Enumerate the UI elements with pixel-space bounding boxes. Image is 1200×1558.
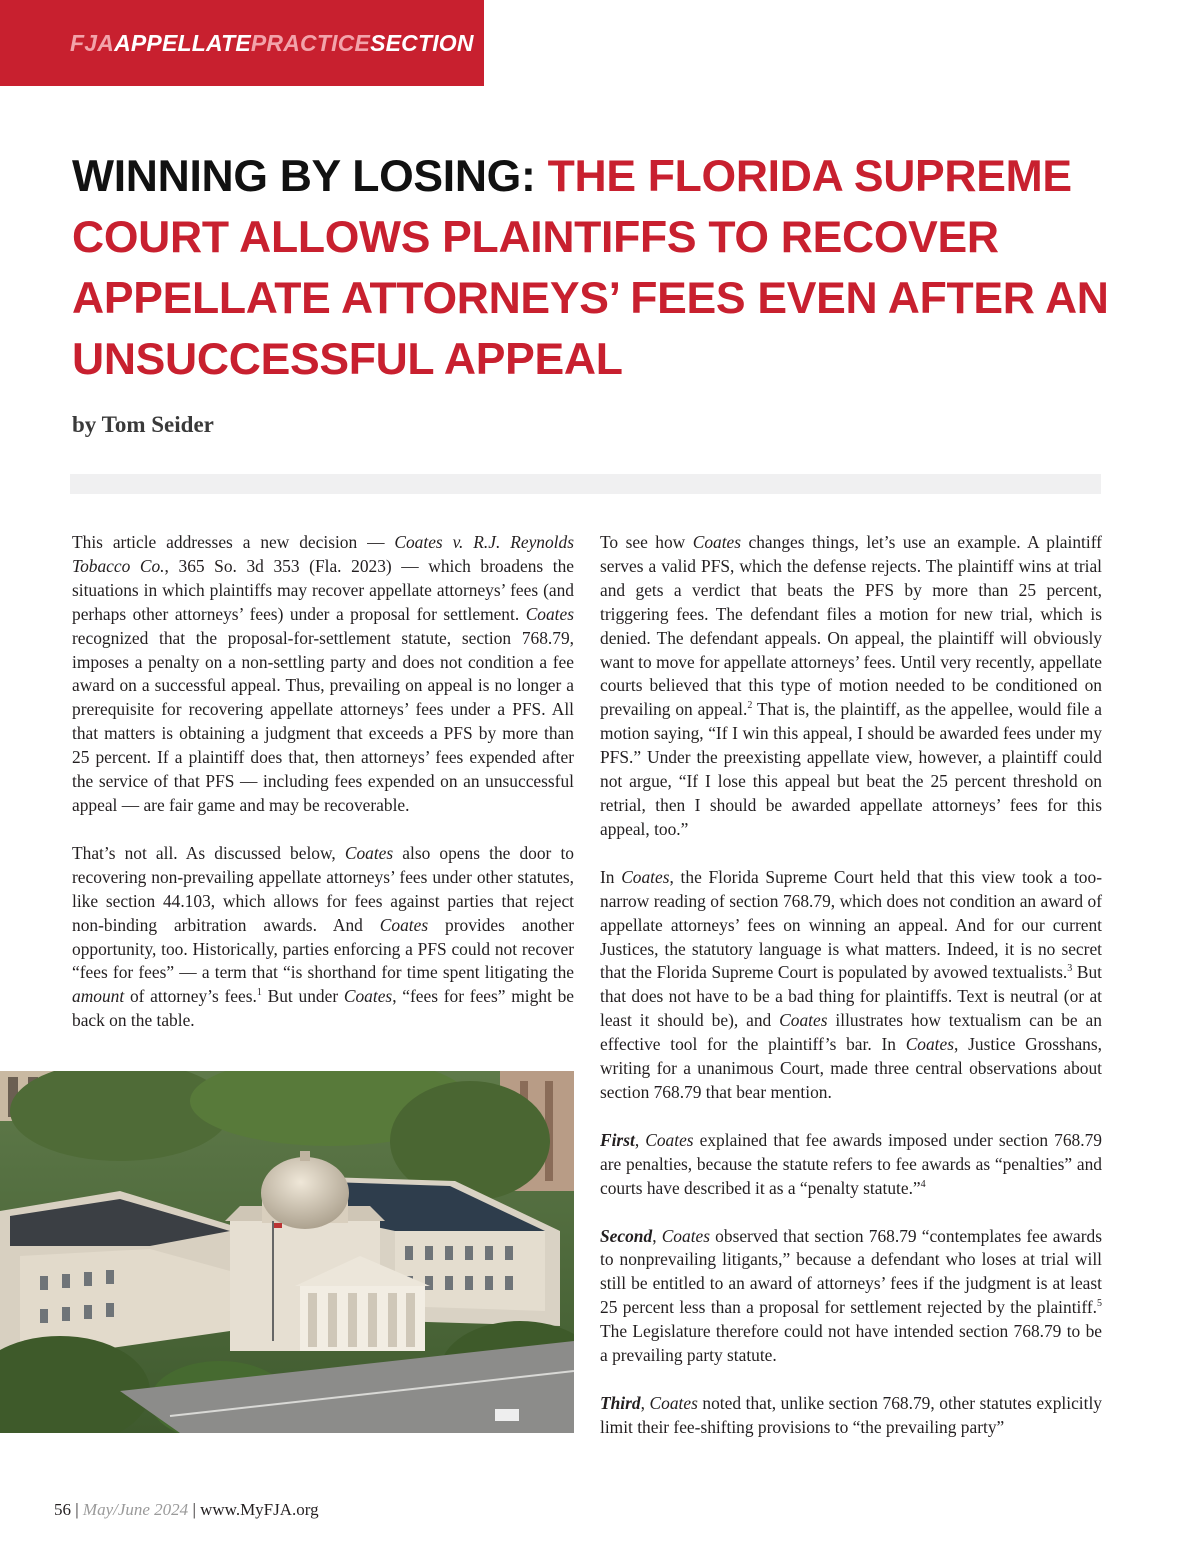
- footnote-ref-5: 5: [1097, 1298, 1102, 1310]
- right-paragraph-3: First, Coates explained that fee awards imposed under section 768.79 are penalties, because the statute refers to fee awards as “penalties” and courts have described it as a “penalty statute.”$^4$: [600, 1129, 1102, 1198]
- right-paragraph-2: In Coates, the Florida Supreme Court held that this view took a too-narrow reading of section 768.79, which does not condition an award of appellate attorneys’ fees on winning an appeal. And for our current Justices, the statutory language is what matters. Indeed, it is no secret that the Florida Supreme Court is populated by avowed textualists.$^3$ But that does not have to be a bad thing for plaintiffs. Text is neutral (or at least it should be), and Coates illustrates how textualism can be an effective tool for the plaintiff’s bar. In Coates, Justice Grosshans, writing for a unanimous Court, made three central observations about section 768.79 that bear mention.: [600, 866, 1102, 1102]
- divider-bar: [70, 474, 1101, 494]
- right-paragraph-5: Third, Coates noted that, unlike section 768.79, other statutes explicitly limit their fee-shifting provisions to “the prevailing party”: [600, 1393, 1102, 1437]
- article-title-lead: WINNING BY LOSING:: [72, 152, 536, 201]
- section-label-section: SECTION: [370, 30, 474, 56]
- footnote-ref-2: 2: [747, 700, 753, 712]
- issue-date: May/June 2024: [82, 1500, 189, 1519]
- right-paragraph-1: To see how Coates changes things, let’s use an example. A plaintiff serves a valid PFS, which the defense rejects. The plaintiff wins at trial and gets a verdict that beats the PFS by more than 25 percent, triggering fees. The defendant files a motion for new trial, which is denied. The defendant appeals. On appeal, the plaintiff will obviously want to move for appellate attorneys’ fees. Until very recently, appellate courts believed that this type of motion needed to be conditioned on prevailing on appeal.$^2$ That is, the plaintiff, as the appellee, would file a motion saying, “If I win this appeal, I should be awarded fees under my PFS.” Under the preexisting appellate view, however, a plaintiff could not argue, “If I lose this appeal but beat the 25 percent threshold on retrial, then I should be awarded appellate attorneys’ fees for this appeal, too.”: [600, 532, 1102, 839]
- page-footer: 56 | May/June 2024 | www.MyFJA.org: [54, 1500, 319, 1519]
- article-title-main: THE FLORIDA SUPREME COURT ALLOWS PLAINTIFFS TO RECOVER APPELLATE ATTORNEYS’ FEES EVEN AFTER AN UNSUCCESSFUL APPEAL: [72, 152, 1109, 384]
- footnote-ref-3: 3: [1067, 963, 1073, 975]
- left-paragraph-2: That’s not all. As discussed below, Coates also opens the door to recovering non-prevailing appellate attorneys’ fees under other statutes, like section 44.103, which allows for fees against parties that reject non-binding arbitration awards. And Coates provides another opportunity, too. Historically, parties enforcing a PFS could not recover “fees for fees” — a term that “is shorthand for time spent litigating the amount of attorney’s fees.$^1$ But under Coates, “fees for fees” might be back on the table.: [72, 842, 575, 1031]
- page-number: 56: [54, 1500, 71, 1519]
- left-paragraph-1: This article addresses a new decision — Coates v. R.J. Reynolds Tobacco Co., 365 So. 3d 353 (Fla. 2023) — which broadens the situations in which plaintiffs may recover appellate attorneys’ fees (and perhaps other attorneys’ fees) under a proposal for settlement. Coates recognized that the proposal-for-settlement statute, section 768.79, imposes a penalty on a non-settling party and does not condition a fee award on a successful appeal. Thus, prevailing on appeal is no longer a prerequisite for recovering appellate attorneys’ fees under a PFS. All that matters is obtaining a judgment that exceeds a PFS by more than 25 percent. If a plaintiff does that, then attorneys’ fees expended after the service of that PFS — including fees expended on an unsuccessful appeal — are fair game and may be recoverable.: [72, 532, 574, 815]
- section-label: [70, 30, 474, 57]
- article-title: [72, 146, 1132, 390]
- website-link[interactable]: www.MyFJA.org: [200, 1500, 319, 1519]
- section-label-appellate: APPELLATE: [114, 30, 251, 56]
- byline: by Tom Seider: [72, 412, 214, 437]
- footnote-ref-4: 4: [920, 1178, 926, 1190]
- right-paragraph-4: Second, Coates observed that section 768.79 “contemplates fee awards to nonprevailing litigants,” because a defendant who loses at trial will still be entitled to an award of attorneys’ fees if the judgment is at least 25 percent less than a proposal for settlement rejected by the plaintiff.$^5$ The Legislature therefore could not have intended section 768.79 to be a prevailing party statute.: [600, 1225, 1102, 1366]
- right-column: [600, 531, 1102, 1464]
- courthouse-aerial-image: [0, 1071, 574, 1433]
- section-header-banner: [0, 0, 484, 86]
- section-label-fja: FJA: [70, 30, 115, 56]
- section-label-practice: PRACTICE: [250, 30, 371, 56]
- supreme-court-building-photo: [0, 1071, 574, 1433]
- footnote-ref-1: 1: [256, 987, 262, 999]
- left-column: [72, 531, 574, 1057]
